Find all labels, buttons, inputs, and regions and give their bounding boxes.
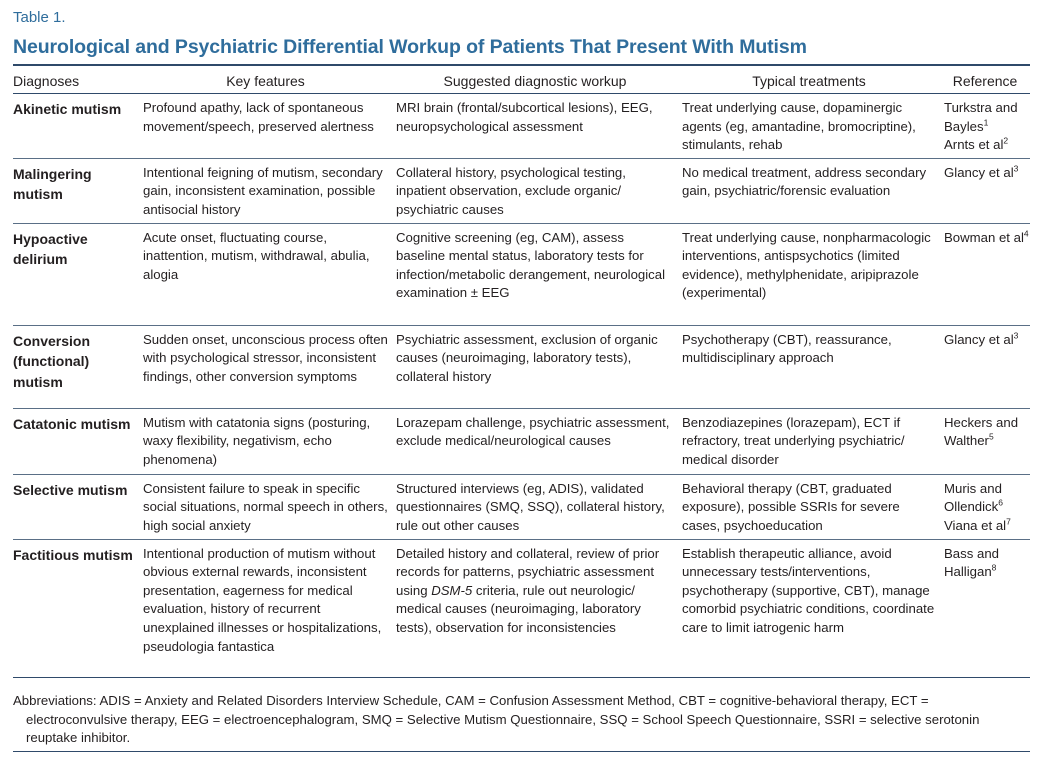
reference-text: Arnts et al <box>944 137 1004 153</box>
reference-cell <box>940 539 1030 677</box>
reference-number: 4 <box>1023 228 1029 239</box>
reference-text: Glancy et al <box>944 164 1014 180</box>
key-features-cell: Consistent failure to speak in specific social situations, normal speech in others, high social anxiety <box>139 474 392 539</box>
reference-number: 1 <box>983 117 989 128</box>
diagnosis-cell: Malingering mutism <box>13 158 139 223</box>
reference-text: Viana et al <box>944 517 1007 533</box>
workup-cell: Collateral history, psychological testing, inpatient observation, exclude organic/ psychiatric causes <box>392 158 678 223</box>
table-row <box>13 223 1030 325</box>
reference-text: Muris and Ollendick <box>944 480 1002 515</box>
header-diagnoses: Diagnoses <box>13 65 139 94</box>
table-row <box>13 539 1030 677</box>
diagnosis-cell: Akinetic mutism <box>13 94 139 159</box>
abbreviations-footnote <box>13 692 1030 748</box>
table-row <box>13 158 1030 223</box>
reference-cell <box>940 158 1030 223</box>
table-row <box>13 408 1030 474</box>
reference-cell <box>940 223 1030 325</box>
reference-text: Turkstra and Bayles <box>944 100 1018 134</box>
workup-cell <box>392 539 678 677</box>
table-header-row <box>13 65 1030 94</box>
key-features-cell: Intentional production of mutism without obvious external rewards, inconsistent presentation, eagerness for medical evaluation, history of recurrent unexplained illnesses or hospitalizations, pseudologia fantastica <box>139 539 392 677</box>
workup-cell: Psychiatric assessment, exclusion of organic causes (neuroimaging, laboratory tests), collateral history <box>392 325 678 408</box>
key-features-cell: Intentional feigning of mutism, secondary gain, inconsistent examination, possible antisocial history <box>139 158 392 223</box>
reference-text: Bass and Halligan <box>944 545 999 580</box>
reference-text: Bowman et al <box>944 229 1024 245</box>
workup-text: criteria, rule out neurologic/ medical causes (neuroimaging, laboratory tests), observation for inconsistencies <box>396 582 641 635</box>
reference-number: 7 <box>1006 516 1011 527</box>
key-features-cell: Mutism with catatonia signs (posturing, waxy flexibility, negativism, echo phenomena) <box>139 408 392 474</box>
reference-number: 5 <box>988 431 994 442</box>
treatments-cell: Behavioral therapy (CBT, graduated exposure), possible SSRIs for severe cases, psychoeducation <box>678 474 940 539</box>
reference-number: 2 <box>1003 135 1009 146</box>
workup-italic-text: DSM-5 <box>431 582 473 598</box>
reference-cell <box>940 325 1030 408</box>
workup-text: Detailed history and collateral, review of prior records for patterns, psychiatric assessment using <box>396 545 660 598</box>
bottom-divider <box>13 751 1030 752</box>
workup-cell: Lorazepam challenge, psychiatric assessment, exclude medical/neurological causes <box>392 408 678 474</box>
table-label: Table 1. <box>13 9 66 26</box>
treatments-cell: Establish therapeutic alliance, avoid unnecessary tests/interventions, psychotherapy (supportive, CBT), manage comorbid psychiatric conditions, coordinate care to limit iatrogenic harm <box>678 539 940 677</box>
header-typical-treatments: Typical treatments <box>678 65 940 94</box>
differential-workup-table <box>13 64 1030 678</box>
diagnosis-cell: Conversion (functional) mutism <box>13 325 139 408</box>
diagnosis-cell: Catatonic mutism <box>13 408 139 474</box>
diagnosis-cell: Factitious mutism <box>13 539 139 677</box>
reference-number: 6 <box>998 497 1003 508</box>
treatments-cell: Treat underlying cause, nonpharmacologic interventions, antispsychotics (limited evidence), methylphenidate, aripiprazole (experimental) <box>678 223 940 325</box>
treatments-cell: Treat underlying cause, dopaminergic agents (eg, amantadine, bromocriptine), stimulants, rehab <box>678 94 940 159</box>
table-row <box>13 94 1030 159</box>
reference-cell <box>940 474 1030 539</box>
reference-text: Heckers and Walther <box>944 414 1019 449</box>
reference-number: 3 <box>1013 330 1019 341</box>
reference-cell <box>940 94 1030 159</box>
workup-cell: Cognitive screening (eg, CAM), assess baseline mental status, laboratory tests for infection/metabolic derangement, neurological examination ± EEG <box>392 223 678 325</box>
treatments-cell: No medical treatment, address secondary gain, psychiatric/forensic evaluation <box>678 158 940 223</box>
workup-cell: MRI brain (frontal/subcortical lesions), EEG, neuropsychological assessment <box>392 94 678 159</box>
diagnosis-cell: Selective mutism <box>13 474 139 539</box>
header-reference: Reference <box>940 65 1030 94</box>
treatments-cell: Benzodiazepines (lorazepam), ECT if refractory, treat underlying psychiatric/ medical disorder <box>678 408 940 474</box>
treatments-cell: Psychotherapy (CBT), reassurance, multidisciplinary approach <box>678 325 940 408</box>
footnote-text: Abbreviations: ADIS = Anxiety and Related Disorders Interview Schedule, CAM = Confusion Assessment Method, CBT = cognitive-behavioral therapy, ECT = electroconvulsive therapy, EEG = electroencephalogram, SMQ = Selective Mutism Questionnaire, SSQ = School Speech Questionnaire, SSRI = selective serotonin reuptake inhibitor. <box>13 693 980 746</box>
table-row <box>13 325 1030 408</box>
key-features-cell: Sudden onset, unconscious process often with psychological stressor, inconsistent findings, other conversion symptoms <box>139 325 392 408</box>
workup-cell: Structured interviews (eg, ADIS), validated questionnaires (SMQ, SSQ), collateral history, rule out other causes <box>392 474 678 539</box>
table-row <box>13 474 1030 539</box>
diagnosis-cell: Hypoactive delirium <box>13 223 139 325</box>
reference-cell <box>940 408 1030 474</box>
key-features-cell: Profound apathy, lack of spontaneous movement/speech, preserved alertness <box>139 94 392 159</box>
table-title: Neurological and Psychiatric Differential Workup of Patients That Present With Mutism <box>13 36 807 58</box>
reference-number: 3 <box>1013 163 1019 174</box>
key-features-cell: Acute onset, fluctuating course, inattention, mutism, withdrawal, abulia, alogia <box>139 223 392 325</box>
reference-number: 8 <box>991 562 997 573</box>
header-diagnostic-workup: Suggested diagnostic workup <box>392 65 678 94</box>
header-key-features: Key features <box>139 65 392 94</box>
reference-text: Glancy et al <box>944 331 1014 347</box>
